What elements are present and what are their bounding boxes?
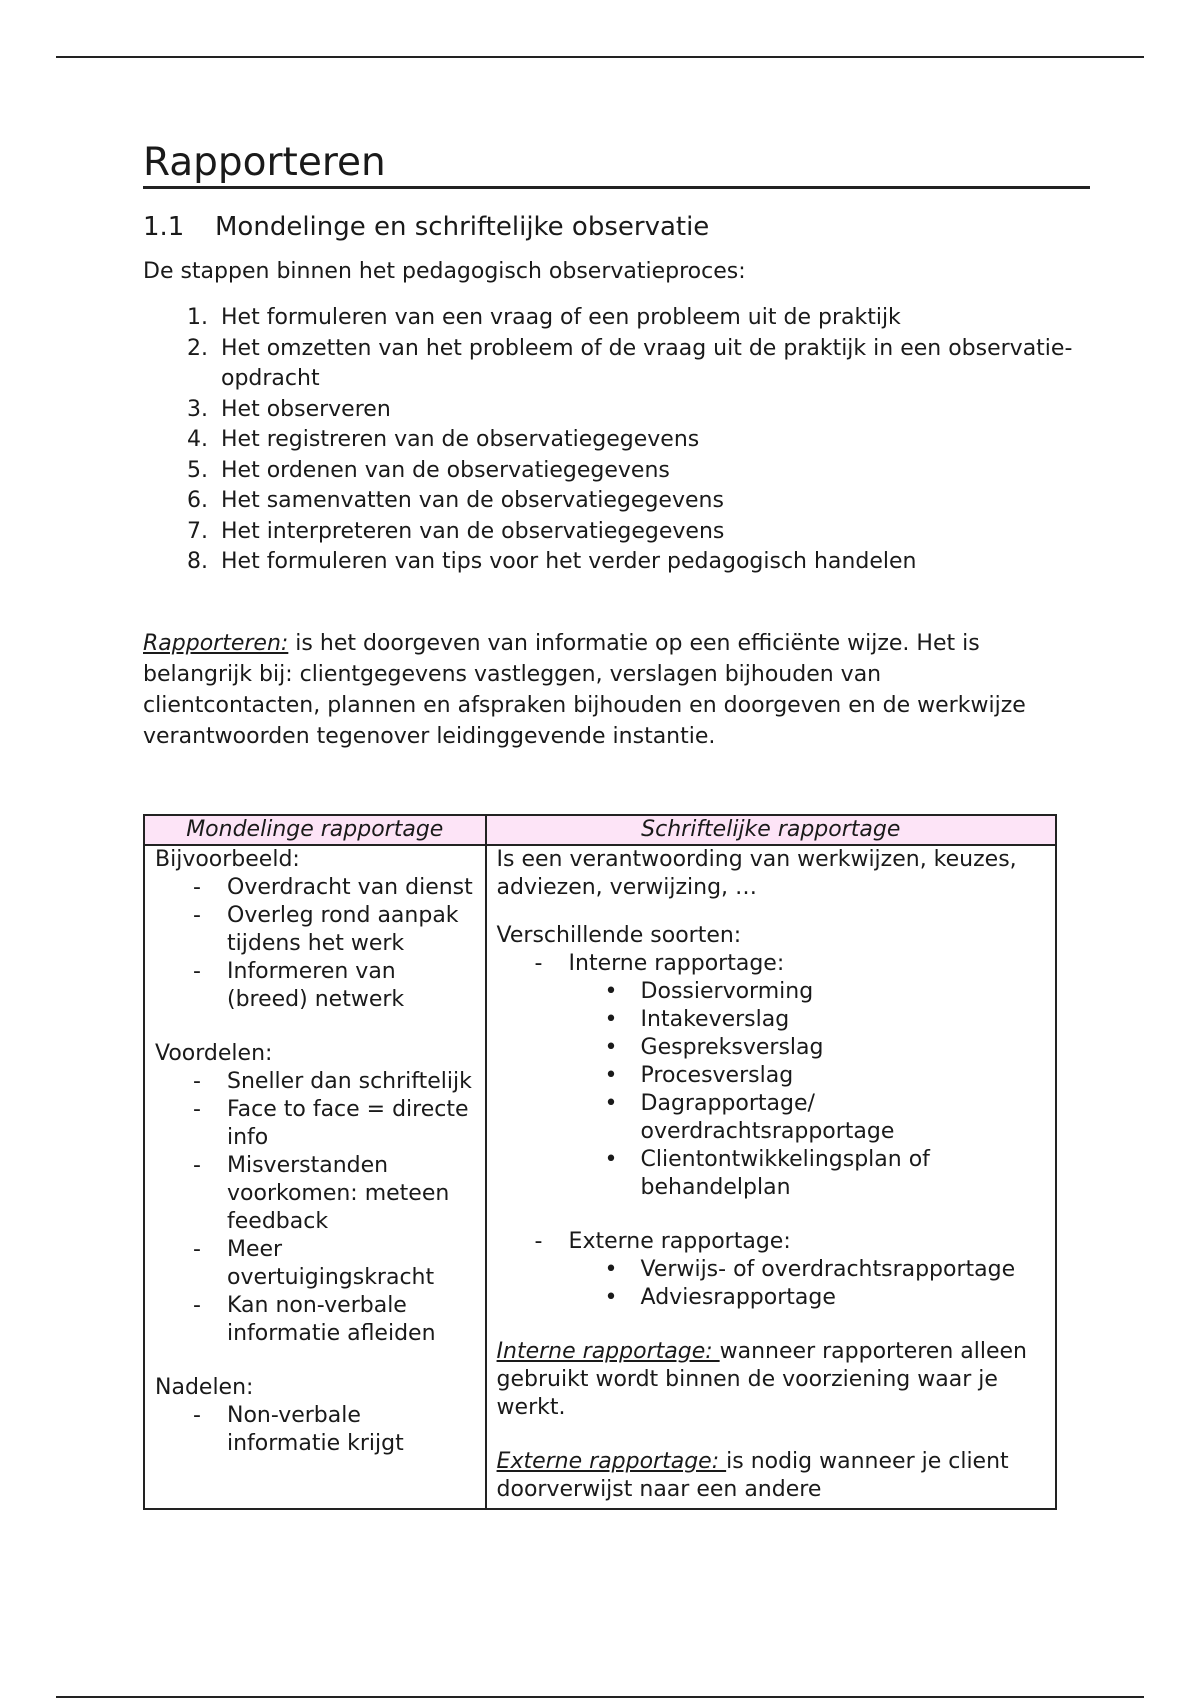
types-label: Verschillende soorten:	[496, 923, 742, 948]
list-item: - Face to face = directe info	[193, 1096, 475, 1152]
list-item: • Procesverslag	[605, 1062, 1045, 1090]
header-mondeling: Mondelinge rapportage	[144, 815, 486, 845]
list-item: • Dagrapportage/ overdrachtsrapportage	[605, 1090, 1045, 1146]
list-item: - Non-verbale informatie krijgt	[193, 1402, 475, 1458]
cell-mondeling	[144, 845, 486, 1509]
definition-paragraph	[143, 628, 1048, 752]
steps-list	[143, 303, 1093, 578]
list-item: 4. Het registreren van de observatiegegevens	[215, 425, 1093, 456]
header-rule	[56, 56, 1144, 58]
examples-list	[155, 874, 475, 1014]
internal-def-term: Interne rapportage:	[496, 1339, 720, 1364]
external-def-text: is nodig wanneer je client doorverwijst naar een andere	[496, 1449, 1009, 1502]
internal-definition	[497, 1338, 1045, 1422]
list-item: 7. Het interpreteren van de observatiegegevens	[215, 517, 1093, 548]
internal-def-text: wanneer rapporteren alleen gebruikt wordt binnen de voorziening waar je werkt.	[496, 1339, 1027, 1420]
right-intro: Is een verantwoording van werkwijzen, keuzes, adviezen, verwijzing, …	[496, 847, 1017, 900]
list-item: • Gespreksverslag	[605, 1034, 1045, 1062]
external-group	[497, 1228, 1045, 1312]
external-definition	[497, 1448, 1045, 1504]
list-item: • Dossiervorming	[605, 978, 1045, 1006]
external-label: - Externe rapportage: • Verwijs- of overdrachtsrapportage • Adviesrapportage	[535, 1228, 1045, 1312]
list-item: 8. Het formuleren van tips voor het verder pedagogisch handelen	[215, 547, 1093, 578]
list-item: • Verwijs- of overdrachtsrapportage	[605, 1256, 1045, 1284]
external-items	[569, 1256, 1045, 1312]
internal-items	[569, 978, 1045, 1202]
external-def-term: Externe rapportage:	[496, 1449, 727, 1474]
list-item: 3. Het observeren	[215, 395, 1093, 426]
document-page	[143, 140, 1093, 752]
list-item: 6. Het samenvatten van de observatiegegevens	[215, 486, 1093, 517]
examples-label: Bijvoorbeeld:	[155, 847, 300, 872]
list-item: • Adviesrapportage	[605, 1284, 1045, 1312]
list-item: - Informeren van (breed) netwerk	[193, 958, 475, 1014]
list-item: - Overleg rond aanpak tijdens het werk	[193, 902, 475, 958]
table-header-row	[144, 815, 1056, 845]
advantages-label: Voordelen:	[155, 1041, 273, 1066]
cell-schriftelijk	[486, 845, 1056, 1509]
list-item: • Clientontwikkelingsplan of behandelplan	[605, 1146, 1045, 1202]
internal-group	[497, 950, 1045, 1202]
list-item: - Sneller dan schriftelijk	[193, 1068, 475, 1096]
internal-label: - Interne rapportage: • Dossiervorming • Intakeverslag • Gespreksverslag • Procesverslag • Dagrapportage/ overdrachtsrapportage • Clientontwikkelingsplan of behandelplan	[535, 950, 1045, 1202]
section-heading	[143, 211, 1093, 243]
advantages-list	[155, 1068, 475, 1348]
definition-term: Rapporteren:	[143, 630, 289, 656]
intro-text: De stappen binnen het pedagogisch observatieproces:	[143, 259, 746, 284]
table-row	[144, 845, 1056, 1509]
disadvantages-list	[155, 1402, 475, 1458]
disadvantages-label: Nadelen:	[155, 1375, 254, 1400]
footer-rule	[56, 1696, 1144, 1698]
list-item: 5. Het ordenen van de observatiegegevens	[215, 456, 1093, 487]
page-title: Rapporteren	[143, 140, 1090, 189]
list-item: - Meer overtuigingskracht	[193, 1236, 475, 1292]
section-title: Mondelinge en schriftelijke observatie	[215, 212, 710, 242]
list-item: 1. Het formuleren van een vraag of een probleem uit de praktijk	[215, 303, 1093, 334]
list-item: - Overdracht van dienst	[193, 874, 475, 902]
definition-text: is het doorgeven van informatie op een efficiënte wijze. Het is belangrijk bij: clientgegevens vastleggen, verslagen bijhouden van clientcontacten, plannen en afspraken bijhouden en doorgeven en de werkwijze verantwoorden tegenover leidinggevende instantie.	[143, 630, 1026, 749]
list-item: • Intakeverslag	[605, 1006, 1045, 1034]
list-item: - Misverstanden voorkomen: meteen feedback	[193, 1152, 475, 1236]
rapportage-table	[143, 814, 1057, 1510]
section-number: 1.1	[143, 212, 185, 242]
list-item: - Kan non-verbale informatie afleiden	[193, 1292, 475, 1348]
list-item: 2. Het omzetten van het probleem of de vraag uit de praktijk in een observatie-opdracht	[215, 334, 1093, 395]
header-schriftelijk: Schriftelijke rapportage	[486, 815, 1056, 845]
